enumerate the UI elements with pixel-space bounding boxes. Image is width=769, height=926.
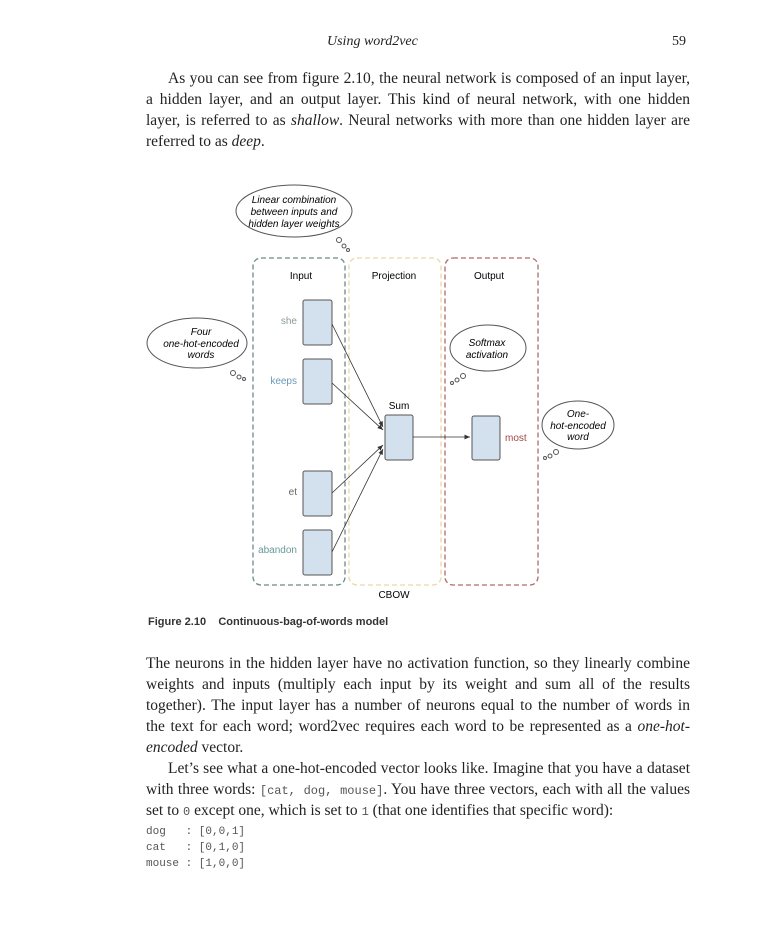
cloud-text: Linear combination (251, 195, 337, 206)
figure-caption (148, 616, 388, 628)
emphasis: one-hot- (637, 718, 690, 735)
output-neuron (472, 416, 500, 460)
cloud-text: one-hot-encoded (163, 339, 239, 350)
text: except one, which is set to (190, 802, 362, 819)
arrow (332, 449, 383, 552)
inline-code: [cat, dog, mouse] (259, 784, 384, 798)
code-line: dog : [0,0,1] (146, 826, 246, 838)
text: with three words: (146, 781, 260, 798)
text: a hidden layer, and an output layer. This kind of neural network, with one hidden (146, 91, 690, 108)
text: vector. (197, 739, 244, 756)
text: the text for each word; word2vec requires each word to be represented as a (146, 718, 638, 735)
cloud-text: hot-encoded (550, 421, 606, 432)
paragraph-line (146, 760, 690, 778)
column-label: Input (289, 271, 313, 282)
running-header: Using word2vec (327, 34, 418, 49)
word-label: she (280, 316, 297, 327)
cloud-texts (163, 195, 606, 443)
paragraph-line (146, 739, 690, 757)
cloud-text: hidden layer weights (248, 219, 340, 230)
cloud-text: activation (465, 350, 509, 361)
thought-clouds (147, 185, 614, 460)
text: weights and inputs (multiply each input by its weight and sum all of the results (146, 676, 690, 693)
text: The neurons in the hidden layer have no activation function, so they linearly combine (146, 655, 690, 672)
text: together). The input layer has a number of neurons equal to the number of words in (146, 697, 690, 714)
caption-number: Figure 2.10 (148, 616, 207, 628)
paragraph-line (146, 781, 690, 799)
neuron (303, 300, 332, 345)
cloud-text: Softmax (468, 338, 506, 349)
neuron (303, 530, 332, 575)
caption-text: Continuous-bag-of-words model (218, 616, 389, 628)
word-label: abandon (258, 545, 297, 556)
neuron (303, 471, 332, 516)
word-label: keeps (270, 376, 297, 387)
text: set to (146, 802, 184, 819)
cloud-text: word (567, 432, 589, 443)
neuron (303, 359, 332, 404)
emphasis: encoded (146, 739, 198, 756)
code-line: cat : [0,1,0] (146, 842, 246, 854)
inline-code: 1 (361, 805, 369, 819)
sum-label: Sum (388, 401, 410, 412)
model-label: CBOW (378, 590, 410, 601)
paragraph-line (146, 697, 690, 715)
cloud-text: One- (566, 409, 590, 420)
page-number: 59 (672, 34, 686, 49)
paragraph-line (146, 718, 690, 736)
text: . You have three vectors, each with all the values (383, 781, 691, 798)
inline-code: 0 (183, 805, 191, 819)
text: . (260, 133, 265, 150)
paragraph-line (146, 802, 690, 820)
paragraph-line (146, 676, 690, 694)
emphasis: shallow (290, 112, 340, 129)
text: As you can see from figure 2.10, the neural network is composed of an input layer, (168, 70, 690, 87)
column-label: Projection (371, 271, 417, 282)
input-neurons (303, 300, 332, 575)
emphasis: deep (231, 133, 261, 150)
sum-neuron (385, 415, 413, 460)
arrow (332, 445, 383, 493)
text: . Neural networks with more than one hidden layer are (339, 112, 690, 129)
cloud-text: between inputs and (250, 207, 338, 218)
arrow (332, 324, 383, 427)
column-label: Output (473, 271, 505, 282)
text: Let’s see what a one-hot-encoded vector looks like. Imagine that you have a dataset (168, 760, 690, 777)
output-word-label: most (505, 433, 527, 444)
paragraph-line (146, 655, 690, 673)
code-line: mouse : [1,0,0] (146, 858, 246, 870)
arrow (332, 383, 383, 430)
cloud-text: words (187, 350, 215, 361)
text: (that one identifies that specific word): (368, 802, 614, 819)
word-label: et (288, 487, 297, 498)
text: layer, is referred to as (146, 112, 291, 129)
text: referred to as (146, 133, 232, 150)
cloud-text: Four (190, 327, 212, 338)
